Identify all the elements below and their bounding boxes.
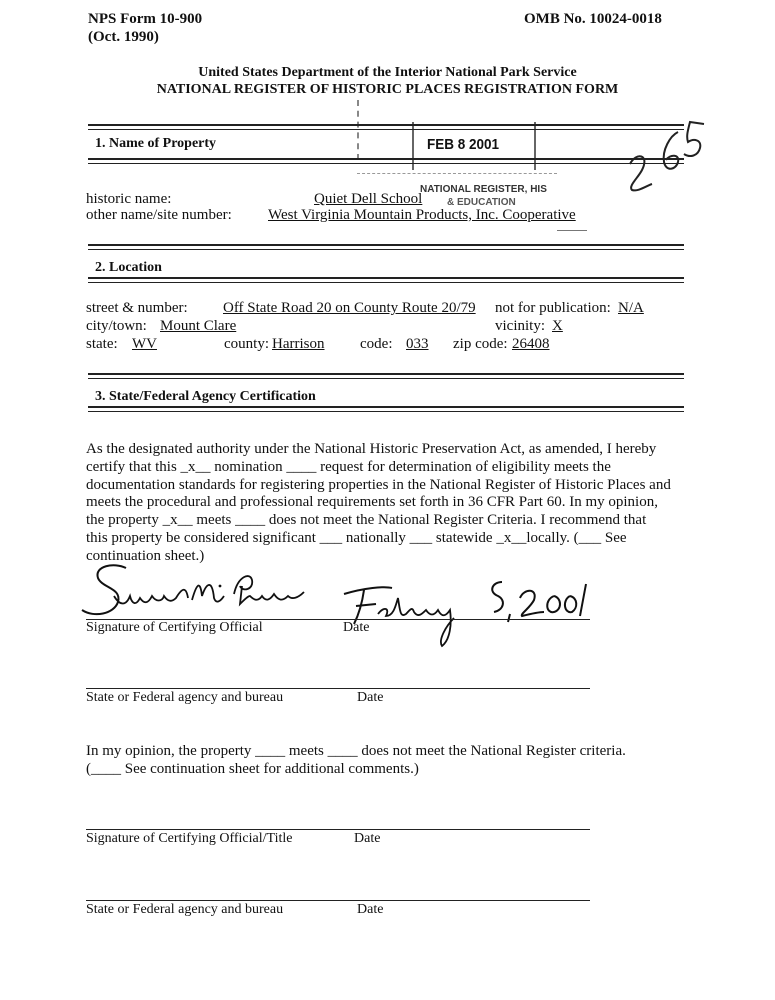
opinion-line: In my opinion, the property ____ meets ____ does not meet the National Register criteria. [86, 743, 626, 759]
signature-label-1: Signature of Certifying Official [86, 620, 263, 635]
county-label: county: [224, 336, 269, 352]
state-value: WV [132, 336, 157, 352]
rule-top-s2b [88, 249, 684, 250]
certification-paragraph [86, 441, 686, 566]
signature-line-4 [86, 900, 590, 901]
section-1-heading: 1. Name of Property [95, 136, 217, 151]
code-value: 033 [406, 336, 429, 352]
rule-top-s3b [88, 378, 684, 379]
section-2-heading: 2. Location [95, 260, 162, 275]
stamp-date: FEB 8 2001 [427, 136, 500, 153]
certification-line: documentation standards for registering properties in the National Register of Historic Places and [86, 476, 671, 493]
rule-bottom-s1 [88, 158, 684, 160]
certification-line: certify that this _x__ nomination ____ request for determination of eligibility meets the [86, 458, 611, 475]
historic-name-label: historic name: [86, 191, 172, 207]
rule-top-s2 [88, 244, 684, 246]
vicinity-label: vicinity: [495, 318, 545, 334]
zip-value: 26408 [512, 336, 550, 352]
omb-number: OMB No. 10024-0018 [524, 11, 662, 27]
certification-line: this property be considered significant ___ nationally ___ statewide _x__locally. (___ See [86, 529, 627, 546]
agency-heading: United States Department of the Interior National Park Service [198, 65, 577, 80]
date-label-2: Date [357, 690, 384, 705]
stamp-line-1: NATIONAL REGISTER, HIS [420, 184, 547, 195]
agency-label-2: State or Federal agency and bureau [86, 902, 284, 917]
zip-label: zip code: [453, 336, 508, 352]
code-label: code: [360, 336, 393, 352]
certification-line: the property _x__ meets ____ does not meet the National Register Criteria. I recommend that [86, 512, 647, 529]
date-label-4: Date [357, 902, 384, 917]
date-label-3: Date [354, 831, 381, 846]
handwritten-date [334, 570, 594, 650]
nfp-value: N/A [618, 300, 644, 316]
form-title: NATIONAL REGISTER OF HISTORIC PLACES REGISTRATION FORM [156, 82, 619, 97]
city-value: Mount Clare [160, 318, 237, 334]
rule-top-s1b [88, 129, 684, 130]
other-name-label: other name/site number: [86, 207, 232, 223]
rule-bottom-s2 [88, 277, 684, 279]
rule-top-s3 [88, 373, 684, 375]
form-number: NPS Form 10-900 [88, 11, 203, 27]
section-3-heading: 3. State/Federal Agency Certification [95, 389, 316, 404]
historic-name-value: Quiet Dell School [314, 191, 423, 207]
opinion-line: (____ See continuation sheet for additional comments.) [86, 761, 419, 777]
agency-label-1: State or Federal agency and bureau [86, 690, 284, 705]
signature-line-3 [86, 829, 590, 830]
certification-line: As the designated authority under the National Historic Preservation Act, as amended, I hereby [86, 441, 657, 457]
nfp-label: not for publication: [495, 300, 611, 316]
vicinity-value: X [552, 318, 563, 334]
city-label: city/town: [86, 318, 147, 334]
rule-bottom-s2b [88, 282, 684, 283]
rule-top-s1 [88, 124, 684, 126]
street-label: street & number: [86, 300, 188, 316]
stamp-line-2: & EDUCATION [447, 197, 516, 208]
date-label-1: Date [343, 620, 370, 635]
rule-bottom-s3 [88, 406, 684, 408]
county-value: Harrison [272, 336, 325, 352]
rule-bottom-s1b [88, 163, 684, 164]
other-name-value: West Virginia Mountain Products, Inc. Cooperative [268, 207, 576, 223]
certification-line: continuation sheet.) [86, 547, 205, 564]
rule-bottom-s3b [88, 411, 684, 412]
state-label: state: [86, 336, 118, 352]
form-date: (Oct. 1990) [88, 29, 159, 45]
signature-line-2 [86, 688, 590, 689]
street-value: Off State Road 20 on County Route 20/79 [223, 300, 476, 316]
signature-title-label: Signature of Certifying Official/Title [86, 831, 293, 846]
certification-line: meets the procedural and professional requirements set forth in 36 CFR Part 60. In my opinion, [86, 494, 658, 511]
